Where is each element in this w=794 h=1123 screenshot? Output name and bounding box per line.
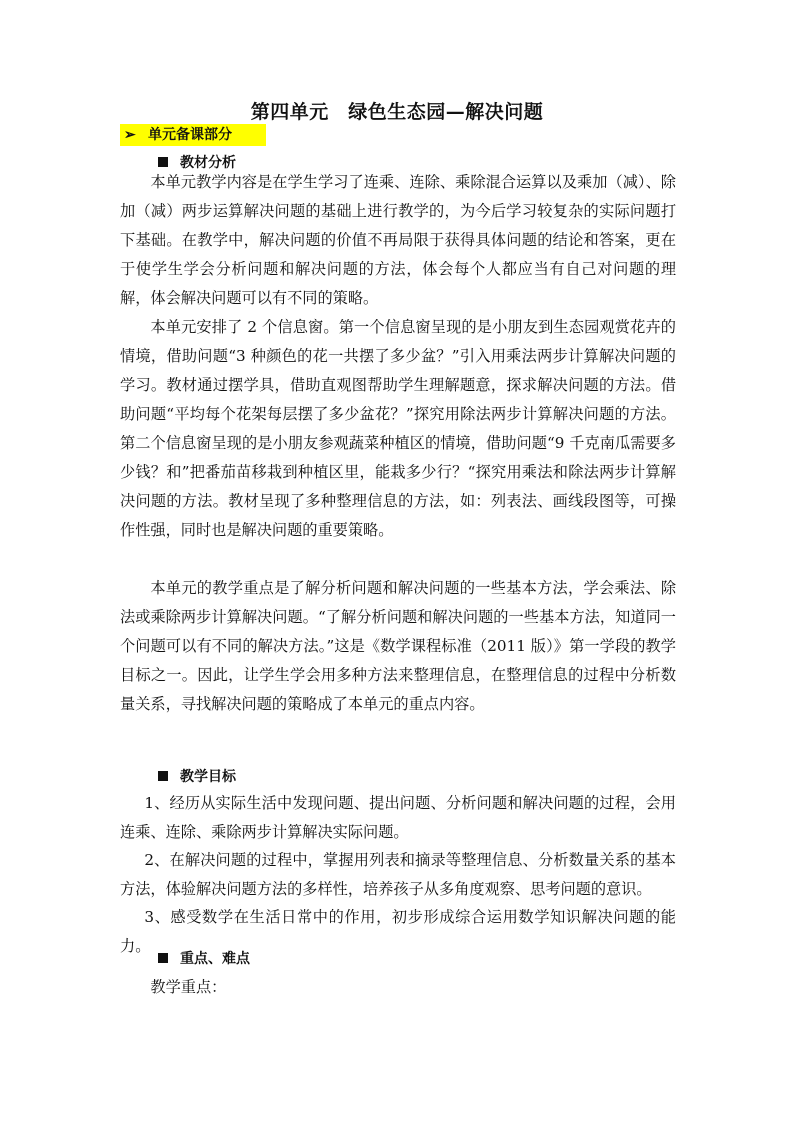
section-heading-goals: 教学目标	[158, 766, 236, 786]
square-bullet-icon	[158, 771, 168, 781]
paragraph-analysis-2: 本单元安排了 2 个信息窗。第一个信息窗呈现的是小朋友到生态园观赏花卉的情境，借助问题“3 种颜色的花一共摆了多少盆？”引入用乘法两步计算解决问题的学习。教材通过摆学具，借助直观图帮助学生理解题意，探求解决问题的方法。借助问题“平均每个花架每层摆了多少盆花？”探究用除法两步计算解决问题的方法。第二个信息窗呈现的是小朋友参观蔬菜种植区的情境，借助问题“9 千克南瓜需要多少钱？和”把番茄苗移栽到种植区里，能栽多少行？“探究用乘法和除法两步计算解决问题的方法。教材呈现了多种整理信息的方法，如：列表法、画线段图等，可操作性强，同时也是解决问题的重要策略。	[120, 318, 676, 539]
goal-item-1: 1、经历从实际生活中发现问题、提出问题、分析问题和解决问题的过程，会用连乘、连除、乘除两步计算解决实际问题。	[120, 794, 676, 841]
key-points-subheading: 教学重点：	[150, 978, 227, 996]
arrow-bullet-icon: ➢	[124, 127, 136, 143]
paragraph-analysis-3: 本单元的教学重点是了解分析问题和解决问题的一些基本方法，学会乘法、除法或乘除两步计算解决问题。“了解分析问题和解决问题的一些基本方法，知道同一个问题可以有不同的解决方法。”这是《数学课程标准（2011 版）》第一学段的教学目标之一。因此，让学生学会用多种方法来整理信息，在整理信息的过程中分析数量关系，寻找解决问题的策略成了本单元的重点内容。	[120, 579, 676, 713]
square-bullet-icon	[158, 953, 168, 963]
section-heading-analysis: 教材分析	[158, 152, 236, 172]
unit-heading	[120, 124, 266, 146]
paragraph-analysis-1: 本单元教学内容是在学生学习了连乘、连除、乘除混合运算以及乘加（减）、除加（减）两步运算解决问题的基础上进行教学的，为今后学习较复杂的实际问题打下基础。在教学中，解决问题的价值不再局限于获得具体问题的结论和答案，更在于使学生学会分析问题和解决问题的方法，体会每个人都应当有自己对问题的理解，体会解决问题可以有不同的策略。	[120, 173, 676, 307]
section-heading-key-points: 重点、难点	[158, 948, 250, 968]
unit-heading-label: 单元备课部分	[148, 127, 232, 143]
goal-item-2: 2、在解决问题的过程中，掌握用列表和摘录等整理信息、分析数量关系的基本方法，体验解决问题方法的多样性，培养孩子从多角度观察、思考问题的意识。	[120, 851, 676, 898]
square-bullet-icon	[158, 157, 168, 167]
page-title: 第四单元 绿色生态园—解决问题	[250, 101, 544, 123]
goal-item-3: 3、感受数学在生活日常中的作用，初步形成综合运用数学知识解决问题的能力。	[120, 908, 676, 955]
